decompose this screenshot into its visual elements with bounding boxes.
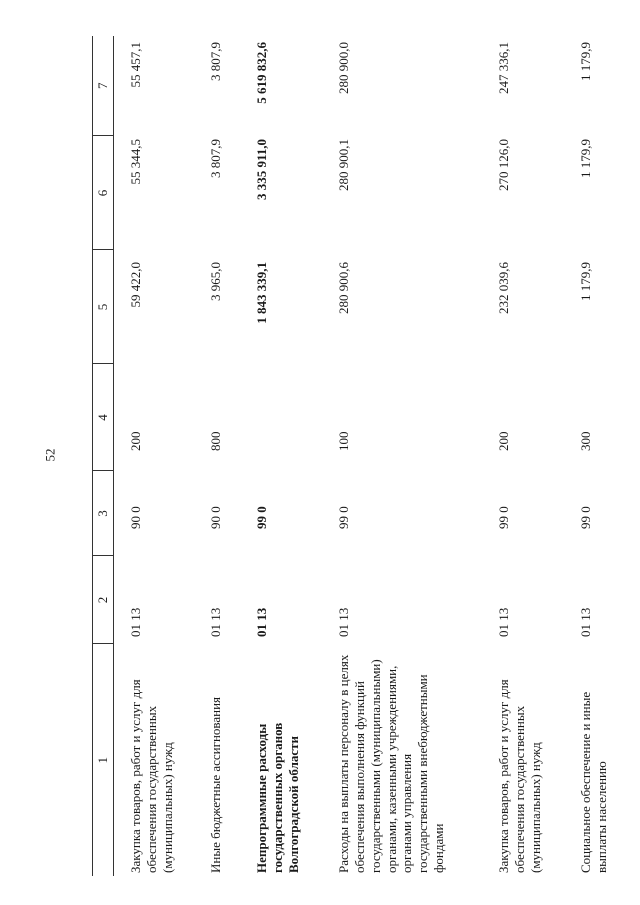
row-program-code: 90 0	[208, 506, 223, 529]
column-header-2: 2	[93, 556, 114, 644]
row-name: Расходы на выплаты персоналу в целях обеспечения выполнения функций государственными (муниципальными) органами, казенными учреждениями, органами управления государственными внебюджетными фондами	[336, 654, 447, 873]
row-section-code: 01 13	[496, 607, 511, 637]
column-header-3: 3	[93, 471, 114, 556]
row-name: Непрограммные расходы государственных органов Волгоградской области	[254, 722, 301, 873]
column-header-1: 1	[93, 644, 114, 876]
table-row	[336, 36, 496, 876]
budget-table	[92, 36, 628, 876]
row-program-code: 99 0	[336, 506, 351, 529]
row-value-7: 1 179,9	[578, 42, 593, 81]
table-row	[208, 36, 254, 876]
row-expense-type: 800	[208, 431, 223, 451]
row-value-5: 1 179,9	[578, 262, 593, 301]
row-value-7: 5 619 832,6	[254, 42, 269, 104]
row-program-code: 99 0	[496, 506, 511, 529]
row-expense-type: 100	[336, 431, 351, 451]
row-value-7: 55 457,1	[128, 42, 143, 88]
row-section-code: 01 13	[336, 607, 351, 637]
row-expense-type	[254, 364, 336, 471]
table-row	[128, 36, 208, 876]
table-row	[496, 36, 578, 876]
page-number: 52	[42, 448, 58, 462]
row-expense-type: 300	[578, 431, 593, 451]
row-name: Социальное обеспечение и иные выплаты населению	[578, 691, 609, 873]
row-program-code: 90 0	[128, 506, 143, 529]
row-program-code: 99 0	[254, 506, 269, 529]
row-value-6: 280 900,1	[336, 139, 351, 191]
row-section-code: 01 13	[128, 607, 143, 637]
row-section-code: 01 13	[578, 607, 593, 637]
column-header-6: 6	[93, 136, 114, 250]
row-expense-type: 200	[128, 431, 143, 451]
row-value-6: 270 126,0	[496, 139, 511, 191]
table-row-subtotal	[254, 36, 336, 876]
column-header-4: 4	[93, 364, 114, 471]
row-value-6: 55 344,5	[128, 139, 143, 185]
row-value-5: 232 039,6	[496, 262, 511, 314]
row-name: Закупка товаров, работ и услуг для обеспечения государственных (муниципальных) нужд	[128, 679, 175, 873]
row-value-7: 3 807,9	[208, 42, 223, 81]
row-value-6: 1 179,9	[578, 139, 593, 178]
row-value-5: 59 422,0	[128, 262, 143, 308]
row-value-5: 3 965,0	[208, 262, 223, 301]
row-value-5: 1 843 339,1	[254, 262, 269, 324]
column-header-7: 7	[93, 36, 114, 136]
row-name: Закупка товаров, работ и услуг для обеспечения государственных (муниципальных) нужд	[496, 679, 543, 873]
column-header-5: 5	[93, 250, 114, 364]
rotated-page-content	[92, 36, 609, 876]
table-row	[578, 36, 628, 876]
row-program-code: 99 0	[578, 506, 593, 529]
row-name: Иные бюджетные ассигнования	[208, 696, 223, 873]
table-header-row	[93, 36, 114, 876]
row-section-code: 01 13	[254, 607, 269, 637]
row-value-7: 247 336,1	[496, 42, 511, 94]
row-value-6: 3 335 911,0	[254, 139, 269, 201]
row-expense-type: 200	[496, 431, 511, 451]
row-value-7: 280 900,0	[336, 42, 351, 94]
row-value-6: 3 807,9	[208, 139, 223, 178]
row-value-5: 280 900,6	[336, 262, 351, 314]
row-section-code: 01 13	[208, 607, 223, 637]
